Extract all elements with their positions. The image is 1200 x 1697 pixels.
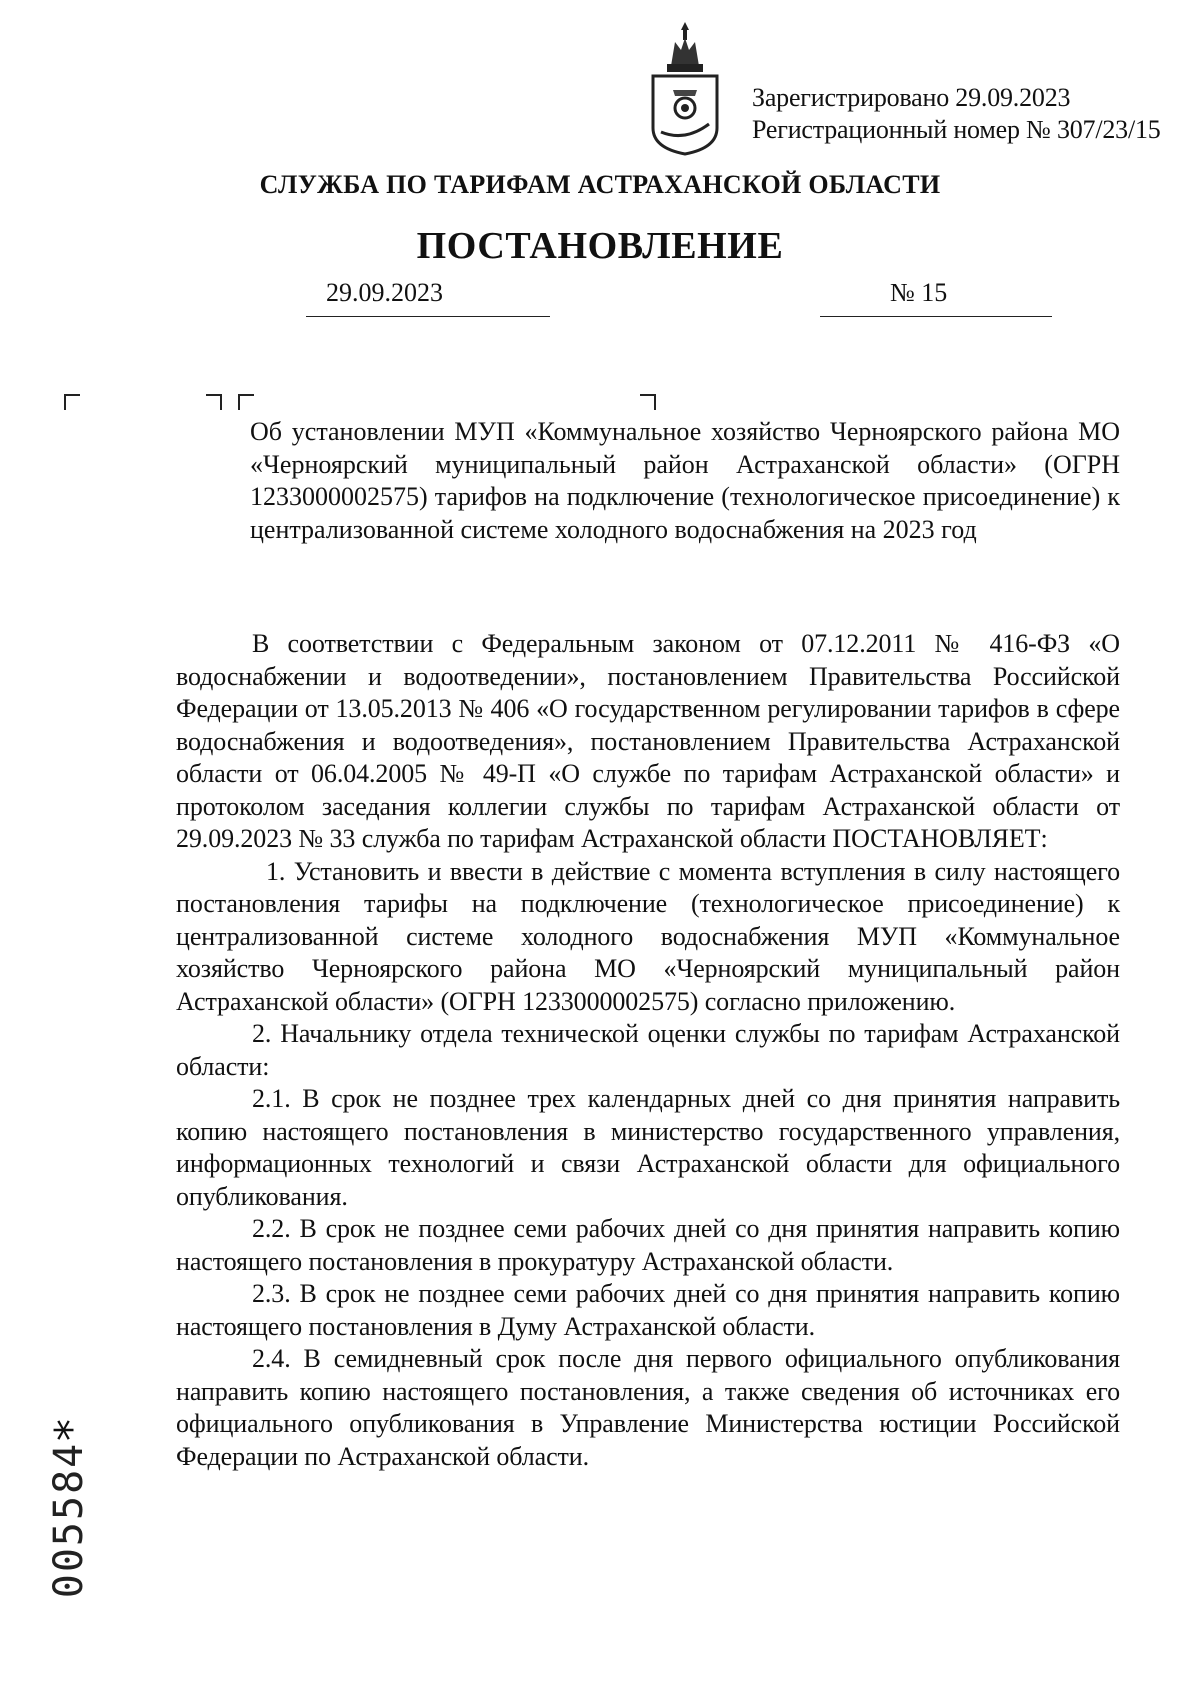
margin-corner-mark <box>64 394 80 410</box>
subject-bracket-left <box>238 394 254 410</box>
clause-1: 1. Установить и ввести в действие с момента вступления в силу настоящего постановления тарифы на подключение (технологическое присоединение) к централизованной системе холодного водоснабжения МУП «Коммунальное хозяйство Черноярского района МО «Черноярский муниципальный район Астраханской области» (ОГРН 1233000002575) согласно приложению. <box>176 856 1120 1016</box>
document-body <box>176 628 1120 1473</box>
clause-2-3: 2.3. В срок не позднее семи рабочих дней со дня принятия направить копию настоящего постановления в Думу Астраханской области. <box>176 1279 1120 1341</box>
asterisk-mark: * <box>46 1419 97 1441</box>
clause-2-2: 2.2. В срок не позднее семи рабочих дней со дня принятия направить копию настоящего постановления в прокуратуру Астраханской области. <box>176 1214 1120 1276</box>
clause-2-1: 2.1. В срок не позднее трех календарных дней со дня принятия направить копию настоящего постановления в министерство государственного управления, информационных технологий и связи Астраханской области для официального опубликования. <box>176 1084 1120 1211</box>
serial-number: 005584 <box>46 1441 92 1599</box>
document-date-field <box>306 278 550 317</box>
registration-number: Регистрационный номер № 307/23/15 <box>752 115 1161 144</box>
document-subject: Об установлении МУП «Коммунальное хозяйство Черноярского района МО «Черноярский муниципальный район Астраханской области» (ОГРН 1233000002575) тарифов на подключение (технологическое присоединение) к централизованной системе холодного водоснабжения на 2023 год <box>250 417 1120 544</box>
clause-2-4: 2.4. В семидневный срок после дня первого официального опубликования направить копию настоящего постановления, а также сведения об источниках его официального опубликования в Управление Министерства юстиции Российской Федерации по Астраханской области. <box>176 1344 1120 1471</box>
subject-bracket-right <box>640 394 656 410</box>
clause-2: 2. Начальнику отдела технической оценки службы по тарифам Астраханской области: <box>176 1019 1120 1081</box>
serial-stamp <box>46 1419 106 1618</box>
preamble-paragraph: В соответствии с Федеральным законом от 07.12.2011 № 416-ФЗ «О водоснабжении и водоотведении», постановлением Правительства Российской Федерации от 13.05.2013 № 406 «О государственном регулировании тарифов в сфере водоснабжения и водоотведения», постановлением Правительства Астраханской области от 06.04.2005 № 49-П «О службе по тарифам Астраханской области» и протоколом заседания коллегии службы по тарифам Астраханской области от 29.09.2023 № 33 служба по тарифам Астраханской области ПОСТАНОВЛЯЕТ: <box>176 629 1120 853</box>
document-number: № 15 <box>890 278 948 307</box>
registration-stamp <box>752 82 1172 146</box>
document-number-field <box>820 278 1052 317</box>
subject-bracket-left-end <box>206 394 222 410</box>
registration-date: Зарегистрировано 29.09.2023 <box>752 83 1071 112</box>
agency-name: СЛУЖБА ПО ТАРИФАМ АСТРАХАНСКОЙ ОБЛАСТИ <box>259 170 941 199</box>
document-type-title: ПОСТАНОВЛЕНИЕ <box>416 225 784 267</box>
document-date: 29.09.2023 <box>326 278 443 307</box>
astrakhan-coat-of-arms-icon <box>645 20 725 156</box>
